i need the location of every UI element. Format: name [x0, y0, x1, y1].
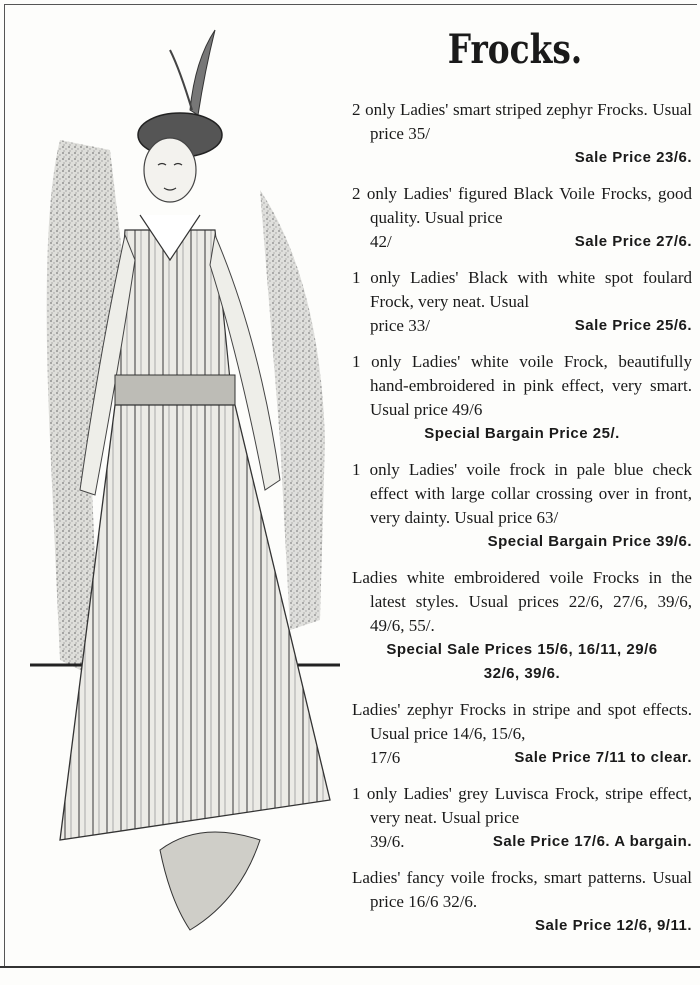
woman-in-frock-illustration: [20, 20, 350, 945]
item-usual-price: 17/6: [370, 748, 401, 767]
headline: Frocks.: [447, 26, 583, 73]
bottom-rule: [0, 966, 700, 968]
item-price: Sale Price 7/11 to clear.: [514, 749, 692, 766]
list-item: [352, 458, 692, 554]
item-price-row: [352, 830, 692, 854]
item-price: Special Bargain Price 39/6.: [487, 533, 692, 550]
frocks-listings: [352, 98, 692, 950]
item-description: 1 only Ladies' Black with white spot foulard Frock, very neat. Usual: [352, 268, 692, 311]
item-price: Sale Price 25/6.: [574, 317, 692, 334]
item-description: 2 only Ladies' smart striped zephyr Frocks. Usual price 35/: [352, 100, 692, 143]
item-price-row: [352, 314, 692, 338]
item-price: Special Bargain Price 25/.: [424, 425, 620, 442]
item-description: 1 only Ladies' grey Luvisca Frock, stripe effect, very neat. Usual price: [352, 784, 692, 827]
list-item: [352, 698, 692, 770]
list-item: [352, 350, 692, 446]
item-price: Sale Price 12/6, 9/11.: [535, 917, 692, 934]
item-usual-price: 42/: [370, 232, 392, 251]
list-item: [352, 782, 692, 854]
item-price: Sale Price 17/6. A bargain.: [492, 833, 692, 850]
list-item: [352, 266, 692, 338]
item-price-continued: 32/6, 39/6.: [483, 665, 561, 682]
list-item: [352, 182, 692, 254]
item-price-row: [352, 230, 692, 254]
item-description: Ladies' fancy voile frocks, smart patterns. Usual price 16/6 32/6.: [352, 868, 692, 911]
item-description: 2 only Ladies' figured Black Voile Frocks, good quality. Usual price: [352, 184, 692, 227]
list-item: [352, 566, 692, 686]
item-price: Sale Price 27/6.: [574, 233, 692, 250]
item-price: Sale Price 23/6.: [574, 149, 692, 166]
item-usual-price: price 33/: [370, 316, 430, 335]
item-description: Ladies' zephyr Frocks in stripe and spot effects. Usual price 14/6, 15/6,: [352, 700, 692, 743]
item-description: 1 only Ladies' voile frock in pale blue check effect with large collar crossing over in front, very dainty. Usual price 63/: [352, 460, 692, 527]
item-description: Ladies white embroidered voile Frocks in the latest styles. Usual prices 22/6, 27/6, 39/6, 49/6, 55/.: [352, 568, 692, 635]
list-item: [352, 98, 692, 170]
item-price-row: [352, 746, 692, 770]
item-usual-price: 39/6.: [370, 832, 405, 851]
item-description: 1 only Ladies' white voile Frock, beautifully hand-embroidered in pink effect, very smart. Usual price 49/6: [352, 352, 692, 419]
item-price: Special Sale Prices 15/6, 16/11, 29/6: [386, 641, 658, 658]
list-item: [352, 866, 692, 938]
